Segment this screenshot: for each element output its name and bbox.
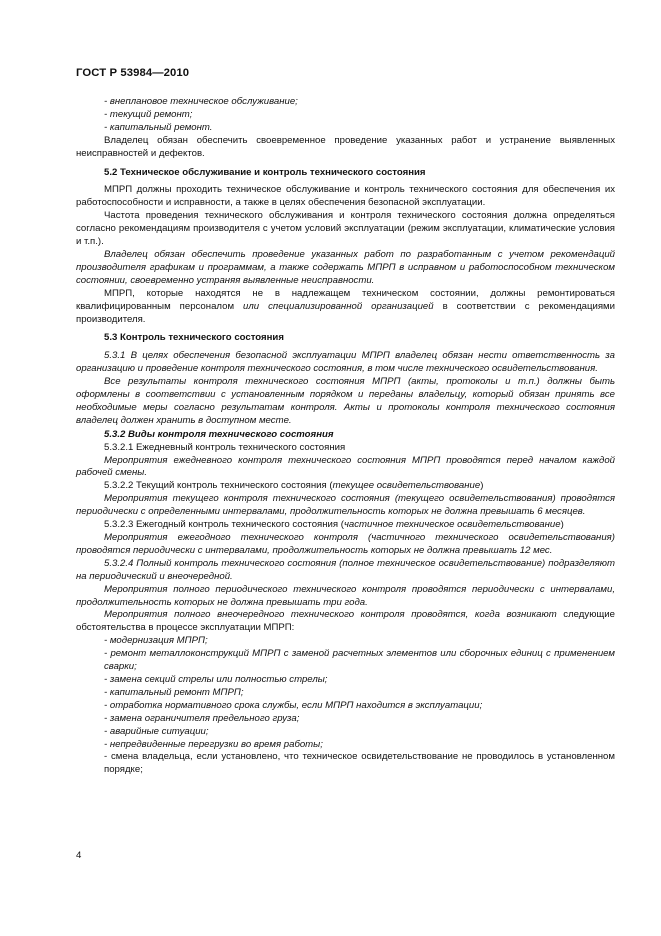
- list-item: - отработка нормативного срока службы, если МПРП находится в эксплуатации;: [104, 699, 483, 711]
- paragraph: 5.3.1 В целях обеспечения безопасной эксплуатации МПРП владелец обязан нести ответственность за организацию и проведение контроля технического состояния, в том числе технического освидетельствования.: [76, 350, 615, 375]
- paragraph: МПРП должны проходить техническое обслуживание и контроль технического состояния для обеспечения их работоспособности и исправности, а также в целях обеспечения безопасной эксплуатации.: [76, 184, 615, 209]
- paragraph: [76, 519, 615, 532]
- list-item: - аварийные ситуации;: [104, 725, 209, 737]
- paragraph-italic-text: Мероприятия полного внеочередного технического контроля проводятся, когда возникают: [104, 609, 557, 621]
- list-item: - непредвиденные перегрузки во время работы;: [104, 738, 323, 750]
- paragraph: Владелец обязан обеспечить своевременное проведение указанных работ и устранение выявленных неисправностей и дефектов.: [76, 134, 615, 159]
- paragraph-text: в соответствии с рекомендациями производителя.: [76, 300, 616, 325]
- paragraph: Мероприятия полного периодического технического контроля проводятся периодически с интервалами, продолжительность которых не должна превышать три года.: [76, 583, 615, 608]
- paragraph-text: следующие обстоятельства в процессе эксплуатации МПРП:: [76, 609, 615, 634]
- paragraph-italic-text: частичное техническое освидетельствование: [343, 519, 561, 531]
- list-item: - замена ограничителя предельного груза;: [104, 712, 300, 724]
- list-item: - капитальный ремонт.: [104, 121, 213, 133]
- list-item: - замена секций стрелы или полностью стрелы;: [104, 673, 328, 685]
- paragraph: Частота проведения технического обслуживания и контроля технического состояния должна определяться согласно рекомендациям производителя с учетом условий эксплуатации (режим эксплуатации, климатические условия и т.п.).: [76, 210, 615, 248]
- document-body: [76, 96, 615, 777]
- paragraph: 5.3.2.1 Ежедневный контроль технического состояния: [104, 441, 346, 453]
- paragraph: [76, 288, 615, 327]
- list-item: - внеплановое техническое обслуживание;: [104, 96, 298, 107]
- paragraph: Владелец обязан обеспечить проведение указанных работ по разработанным с учетом рекомендаций производителя графикам и программам, а также содержать МПРП в исправном и работоспособном техническом состоянии, своевременно устраняя выявленные неисправности.: [76, 248, 615, 286]
- paragraph: Мероприятия ежедневного контроля технического состояния МПРП проводятся перед началом каждой рабочей смены.: [76, 454, 615, 479]
- list-item: - текущий ремонт;: [104, 108, 193, 120]
- list-item: - смена владельца, если установлено, что техническое освидетельствование не проводилось в установленном порядке;: [104, 751, 615, 776]
- list-item: - модернизация МПРП;: [104, 635, 208, 647]
- paragraph: Все результаты контроля технического состояния МПРП (акты, протоколы и т.п.) должны быть оформлены в соответствии с установленным порядком и переданы владельцу, который обязан принять все необходимые меры согласно результатам контроля. Акты и протоколы контроля технического состояния владелец должен хранить в доступном месте.: [76, 376, 615, 426]
- paragraph-text: МПРП, которые находятся не в надлежащем техническом состоянии, должны ремонтироваться квалифицированным персоналом: [76, 287, 615, 312]
- subsection-heading-5-3-2: 5.3.2 Виды контроля технического состояния: [104, 428, 334, 440]
- list-item: - ремонт металлоконструкций МПРП с заменой расчетных элементов или сборочных единиц с применением сварки;: [104, 648, 615, 673]
- paragraph-italic-text: текущее освидетельствование: [332, 480, 481, 492]
- paragraph: Мероприятия текущего контроля технического состояния (текущего освидетельствования) проводятся периодически с определенными интервалами, продолжительность которых не должна превышать 6 месяцев.: [76, 493, 615, 518]
- section-heading-5-2: 5.2 Техническое обслуживание и контроль технического состояния: [104, 166, 426, 178]
- paragraph-text: 5.3.2.2 Текущий контроль технического состояния (: [104, 480, 333, 492]
- paragraph: [76, 480, 615, 493]
- paragraph: [76, 609, 615, 635]
- paragraph-text: ): [480, 480, 484, 492]
- paragraph-italic-text: или специализированной организацией: [243, 300, 434, 312]
- list-item: - капитальный ремонт МПРП;: [104, 686, 244, 698]
- paragraph-text: ): [560, 519, 564, 531]
- section-heading-5-3: 5.3 Контроль технического состояния: [104, 332, 284, 344]
- paragraph: 5.3.2.4 Полный контроль технического состояния (полное техническое освидетельствование) подразделяют на периодический и внеочередной.: [76, 557, 615, 582]
- paragraph-text: 5.3.2.3 Ежегодный контроль технического состояния (: [104, 519, 344, 531]
- paragraph: Мероприятия ежегодного технического контроля (частичного технического освидетельствования) проводятся периодически с интервалами, продолжительность которых не должна превышать 12 мес.: [76, 532, 615, 556]
- document-header: ГОСТ Р 53984—2010: [76, 67, 190, 79]
- page-number: 4: [76, 850, 82, 861]
